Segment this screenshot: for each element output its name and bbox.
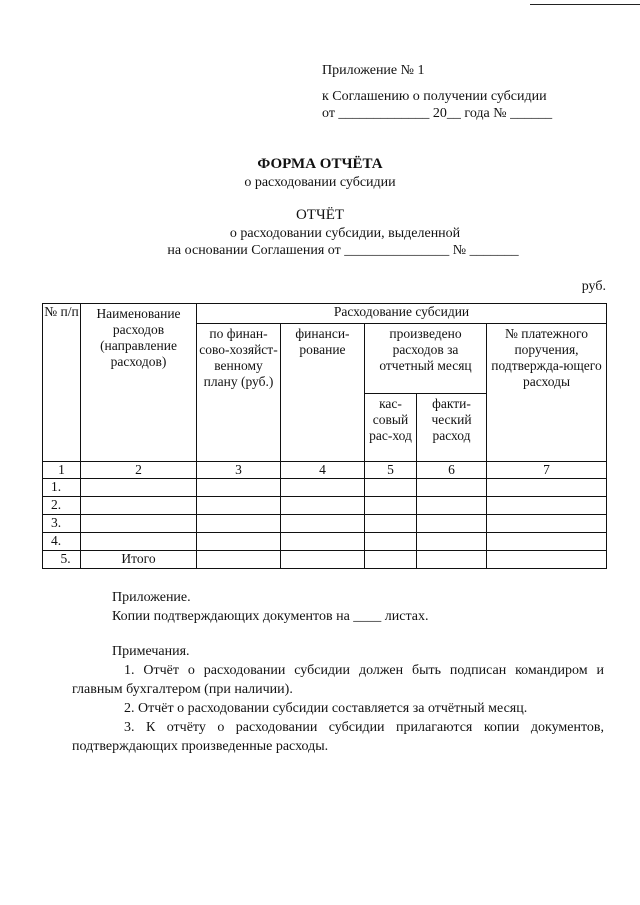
form-title: ФОРМА ОТЧЁТА (257, 156, 383, 172)
table-cell (417, 497, 487, 515)
annex-title: Приложение № 1 (322, 63, 425, 78)
notes-heading: Примечания. (112, 644, 190, 659)
annex-date-line: от _____________ 20__ года № ______ (322, 106, 553, 121)
column-number: 7 (487, 462, 607, 479)
total-label: Итого (81, 551, 197, 569)
top-rule (530, 4, 640, 5)
column-number: 5 (365, 462, 417, 479)
total-row (43, 551, 607, 569)
table-cell (365, 515, 417, 533)
column-header-payment: № платежного поручения, подтвержда-ющего расходы (487, 324, 607, 462)
row-number: 5. (43, 551, 81, 569)
table-cell (81, 533, 197, 551)
table-cell (281, 533, 365, 551)
column-header-actual: факти-ческий расход (417, 394, 487, 462)
table-cell (487, 497, 607, 515)
note-1-line-1: 1. Отчёт о расходовании субсидии должен быть подписан командиром и (124, 663, 604, 678)
column-header-spending: Расходование субсидии (197, 304, 607, 324)
table-cell (365, 497, 417, 515)
table-cell (281, 551, 365, 569)
annex-reference: к Соглашению о получении субсидии (322, 89, 547, 104)
note-1-line-2: главным бухгалтером (при наличии). (72, 682, 293, 697)
table-cell (487, 551, 607, 569)
table-cell (81, 497, 197, 515)
column-header-name: Наименование расходов (направление расходов) (81, 304, 197, 462)
table-cell (81, 479, 197, 497)
table-cell (417, 551, 487, 569)
table-row (43, 533, 607, 551)
table-cell (197, 497, 281, 515)
report-line-1: о расходовании субсидии, выделенной (229, 226, 461, 241)
table-cell (487, 515, 607, 533)
table-cell (417, 533, 487, 551)
table-row (43, 479, 607, 497)
expense-report-table (42, 303, 607, 569)
table-cell (365, 533, 417, 551)
table-cell (281, 497, 365, 515)
report-line-2: на основании Соглашения от _______________ № _______ (167, 243, 519, 258)
attachment-label: Приложение. (112, 590, 191, 605)
column-header-spent: произведено расходов за отчетный месяц (365, 324, 487, 394)
table-cell (487, 533, 607, 551)
note-3-line-2: подтверждающих произведенные расходы. (72, 739, 329, 754)
column-number: 6 (417, 462, 487, 479)
table-cell (365, 551, 417, 569)
column-number: 3 (197, 462, 281, 479)
column-header-cash: кас-совый рас-ход (365, 394, 417, 462)
table-cell (487, 479, 607, 497)
table-cell (197, 533, 281, 551)
column-header-plan: по финан-сово-хозяйст-венному плану (руб.) (197, 324, 281, 462)
table-row (43, 497, 607, 515)
column-number: 2 (81, 462, 197, 479)
table-cell (197, 551, 281, 569)
column-number: 1 (43, 462, 81, 479)
table-cell (417, 479, 487, 497)
table-cell (281, 479, 365, 497)
column-number: 4 (281, 462, 365, 479)
row-number: 2. (43, 497, 81, 515)
row-number: 1. (43, 479, 81, 497)
report-title: ОТЧЁТ (295, 207, 345, 223)
note-3-line-1: 3. К отчёту о расходовании субсидии прилагаются копии документов, (124, 720, 604, 735)
table-cell (197, 515, 281, 533)
table-cell (197, 479, 281, 497)
table-cell (365, 479, 417, 497)
column-header-funding: финанси-рование (281, 324, 365, 462)
table-row (43, 515, 607, 533)
attachment-text: Копии подтверждающих документов на ____ листах. (112, 609, 429, 624)
table-cell (281, 515, 365, 533)
column-header-number: № п/п (43, 304, 81, 462)
form-subtitle: о расходовании субсидии (244, 175, 396, 190)
table-cell (417, 515, 487, 533)
row-number: 4. (43, 533, 81, 551)
table-cell (81, 515, 197, 533)
note-2: 2. Отчёт о расходовании субсидии составляется за отчётный месяц. (124, 701, 528, 716)
row-number: 3. (43, 515, 81, 533)
currency-label: руб. (581, 279, 606, 294)
